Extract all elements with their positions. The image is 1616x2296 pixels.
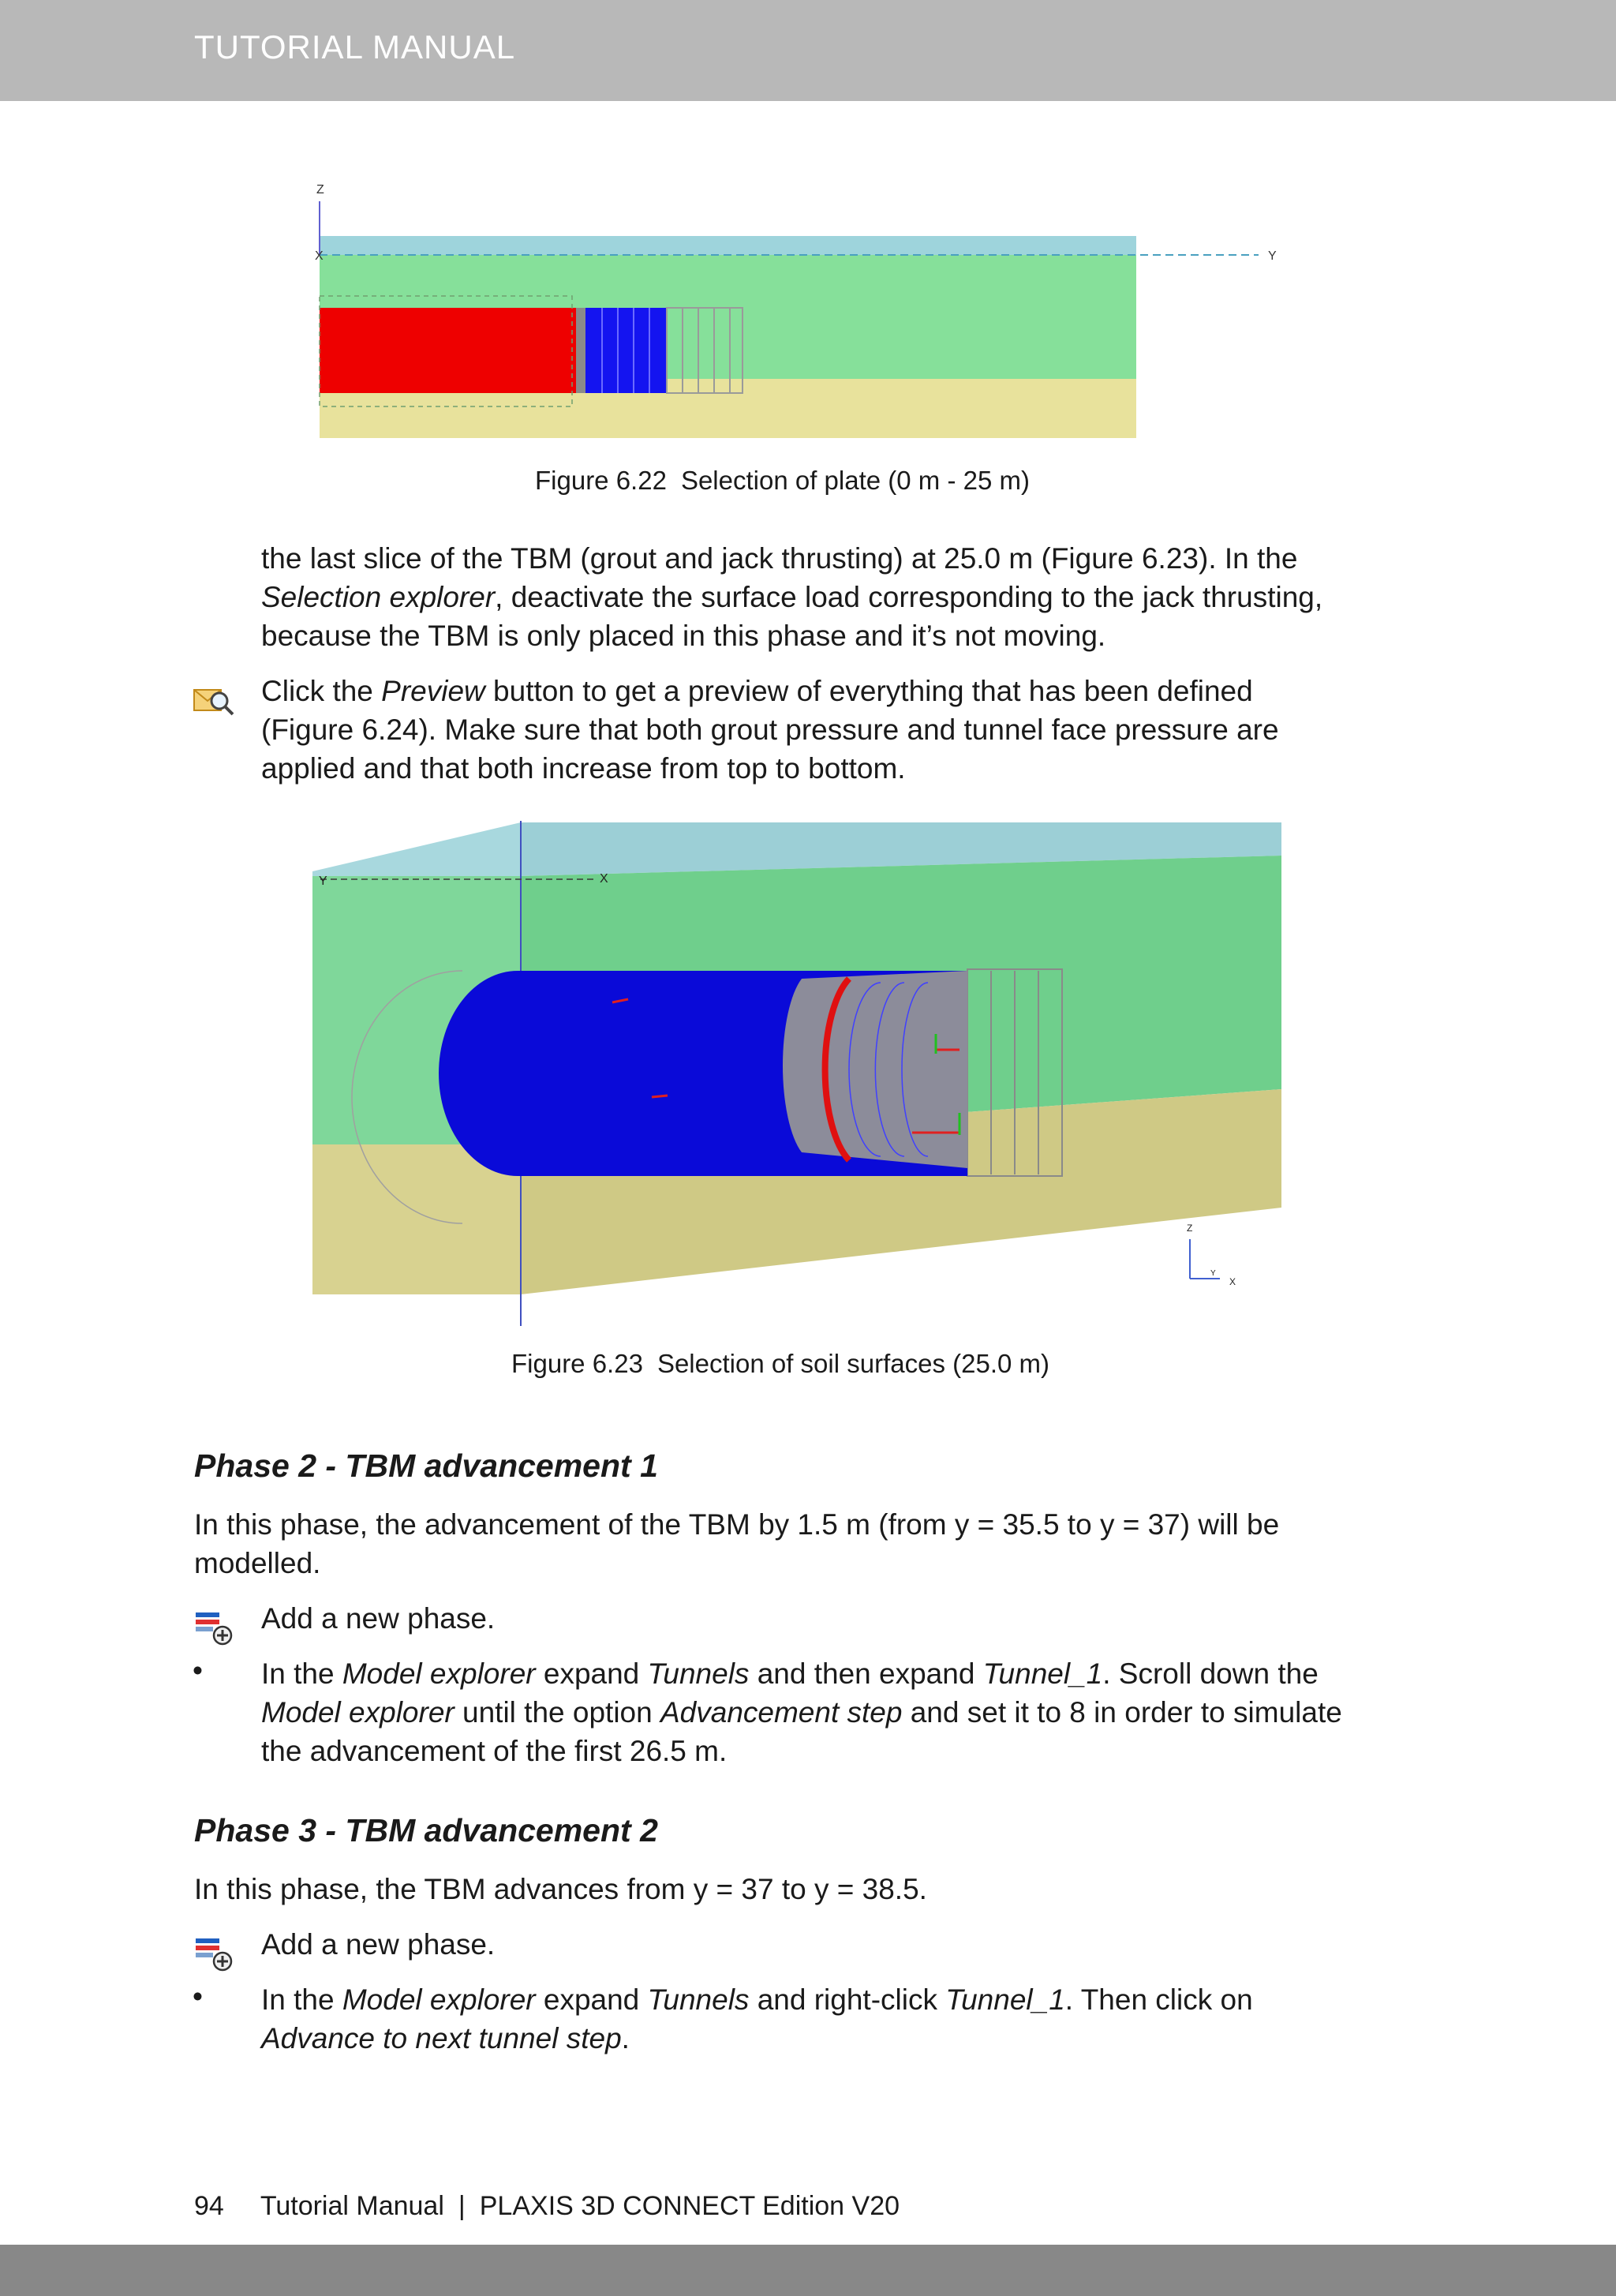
text-span: In the bbox=[261, 1983, 342, 2016]
text-line bbox=[261, 2019, 1253, 2058]
triad-z-label: Z bbox=[1187, 1223, 1193, 1234]
add-phase-text: Add a new phase. bbox=[261, 1602, 496, 1635]
text-span: and set it to 8 in order to simulate bbox=[902, 1696, 1342, 1729]
text-line bbox=[261, 672, 1279, 710]
text-span: . bbox=[621, 2022, 630, 2054]
heading-phase-3: Phase 3 - TBM advancement 2 bbox=[194, 1812, 658, 1848]
bullet: • bbox=[193, 1654, 203, 1687]
text-line: because the TBM is only placed in this phase and it’s not moving. bbox=[261, 620, 1106, 652]
text-line: applied and that both increase from top to bottom. bbox=[261, 752, 906, 785]
text-span: . Scroll down the bbox=[1102, 1657, 1319, 1690]
text-line: the last slice of the TBM (grout and jack thrusting) at 25.0 m (Figure 6.23). In the bbox=[261, 542, 1298, 575]
heading-phase-2: Phase 2 - TBM advancement 1 bbox=[194, 1448, 658, 1484]
text-span: Click the bbox=[261, 675, 382, 707]
caption-number: Figure 6.23 bbox=[511, 1349, 643, 1378]
paragraph-tbm-slice bbox=[261, 539, 1322, 655]
footer-manual: Tutorial Manual bbox=[260, 2191, 444, 2221]
axis-y-label: Y bbox=[1268, 249, 1277, 263]
page-footer bbox=[194, 2191, 900, 2222]
text-line bbox=[261, 1693, 1342, 1732]
text-span: until the option bbox=[454, 1696, 660, 1729]
add-phase-icon bbox=[194, 1610, 235, 1646]
text-line: (Figure 6.24). Make sure that both grout pressure and tunnel face pressure are bbox=[261, 714, 1279, 746]
plate-blocks bbox=[585, 308, 667, 393]
text-line bbox=[261, 1980, 1253, 2019]
orientation-triad bbox=[1187, 1223, 1236, 1287]
figure-caption-6-22 bbox=[535, 466, 1030, 496]
footer-separator: | bbox=[458, 2191, 466, 2221]
tbm-red-block bbox=[320, 308, 576, 393]
italic-term: Selection explorer bbox=[261, 581, 496, 613]
axis-y-label: Y bbox=[319, 875, 327, 888]
text-line: modelled. bbox=[194, 1547, 321, 1579]
axis-z-label: Z bbox=[316, 183, 324, 197]
text-line bbox=[261, 1654, 1342, 1693]
italic-term: Advancement step bbox=[660, 1696, 903, 1729]
footer-product: PLAXIS 3D CONNECT Edition V20 bbox=[479, 2191, 900, 2221]
footer-bar bbox=[0, 2245, 1616, 2296]
text-line: In this phase, the advancement of the TBM by 1.5 m (from y = 35.5 to y = 37) will be bbox=[194, 1508, 1280, 1541]
caption-text: Selection of plate (0 m - 25 m) bbox=[680, 466, 1030, 495]
italic-term: Tunnels bbox=[647, 1657, 750, 1690]
sky-layer bbox=[320, 236, 1136, 255]
bullet: • bbox=[193, 1980, 203, 2013]
italic-term: Tunnels bbox=[647, 1983, 750, 2016]
italic-term: Advance to next tunnel step bbox=[261, 2022, 622, 2054]
italic-term: Preview bbox=[381, 675, 485, 707]
figure-plate-selection bbox=[304, 178, 1298, 446]
paragraph-phase-3-step bbox=[261, 1980, 1253, 2058]
axis-x-label: X bbox=[315, 249, 324, 263]
text-span: and right-click bbox=[749, 1983, 946, 2016]
paragraph-preview bbox=[261, 672, 1279, 788]
add-phase-text: Add a new phase. bbox=[261, 1928, 496, 1961]
paragraph-phase-2-intro bbox=[194, 1505, 1279, 1582]
figure-soil-surfaces bbox=[312, 821, 1283, 1334]
page-number: 94 bbox=[194, 2191, 224, 2221]
text-span: . Then click on bbox=[1064, 1983, 1253, 2016]
text-span: and then expand bbox=[749, 1657, 983, 1690]
italic-term: Model explorer bbox=[342, 1657, 536, 1690]
italic-term: Model explorer bbox=[342, 1983, 536, 2016]
preview-icon bbox=[193, 685, 235, 717]
text-span: expand bbox=[535, 1983, 648, 2016]
caption-number: Figure 6.22 bbox=[535, 466, 667, 495]
figure-caption-6-23 bbox=[511, 1349, 1049, 1379]
paragraph-phase-2-step bbox=[261, 1654, 1342, 1770]
italic-term: Tunnel_1 bbox=[982, 1657, 1103, 1690]
caption-text: Selection of soil surfaces (25.0 m) bbox=[656, 1349, 1049, 1378]
header-bar bbox=[0, 0, 1616, 101]
text-line: the advancement of the first 26.5 m. bbox=[261, 1735, 728, 1767]
text-span: expand bbox=[535, 1657, 648, 1690]
axis-x-label: X bbox=[600, 872, 608, 886]
add-phase-icon bbox=[194, 1936, 235, 1972]
triad-x-label: X bbox=[1229, 1276, 1236, 1287]
text-span: button to get a preview of everything that has been defined bbox=[484, 675, 1253, 707]
text-span: In the bbox=[261, 1657, 342, 1690]
text-line bbox=[261, 578, 1322, 616]
paragraph-phase-3-intro: In this phase, the TBM advances from y = 37 to y = 38.5. bbox=[194, 1873, 927, 1905]
italic-term: Model explorer bbox=[261, 1696, 454, 1729]
text-span: , deactivate the surface load corresponding to the jack thrusting, bbox=[495, 581, 1323, 613]
italic-term: Tunnel_1 bbox=[945, 1983, 1065, 2016]
triad-y-label: Y bbox=[1210, 1269, 1216, 1278]
header-title: TUTORIAL MANUAL bbox=[194, 28, 516, 66]
